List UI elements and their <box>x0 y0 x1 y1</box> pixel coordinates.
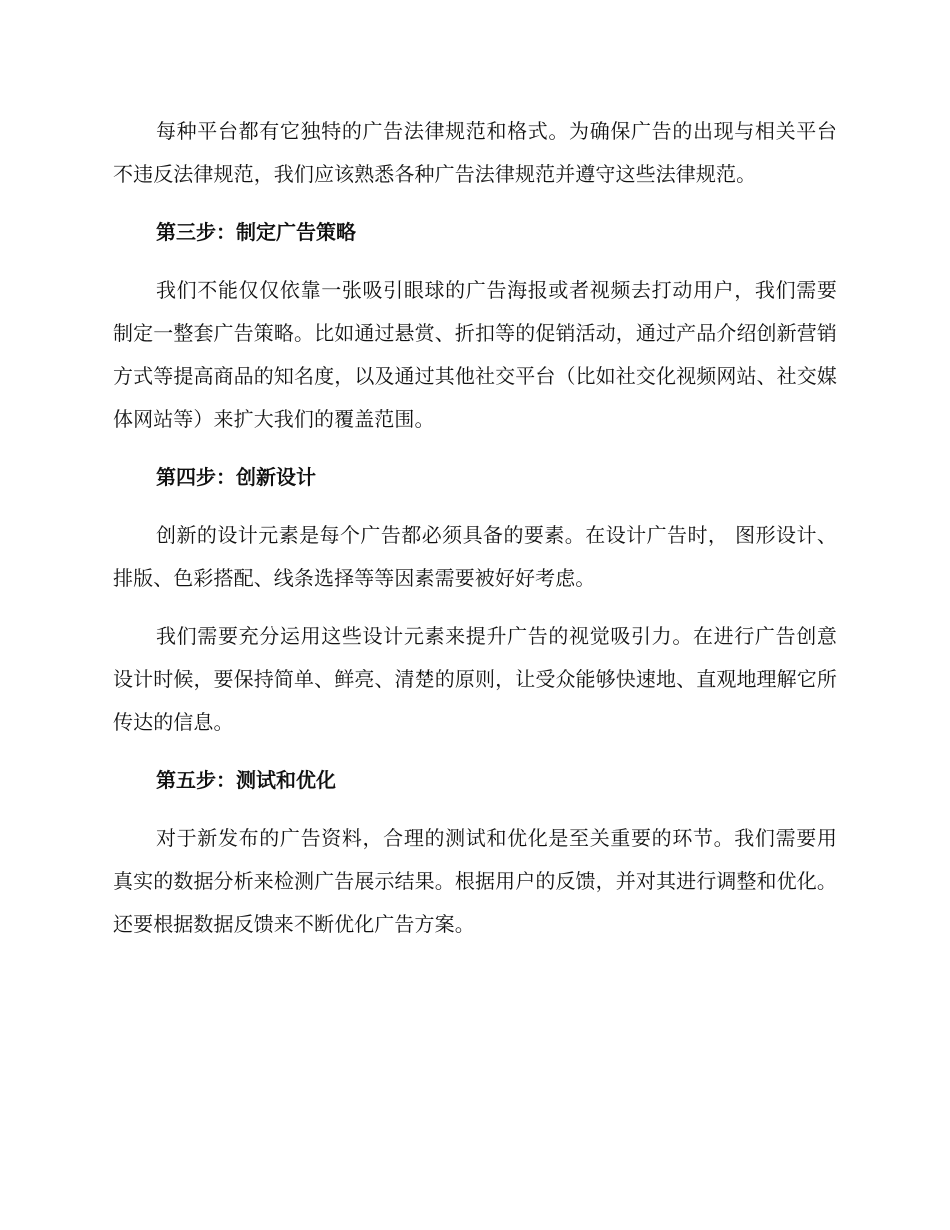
paragraph-testing-optimization: 对于新发布的广告资料，合理的测试和优化是至关重要的环节。我们需要用真实的数据分析来检测广告展示结果。根据用户的反馈，并对其进行调整和优化。还要根据数据反馈来不断优化广告方案。 <box>113 826 837 936</box>
paragraph-visual-appeal: 我们需要充分运用这些设计元素来提升广告的视觉吸引力。在进行广告创意设计时候，要保持简单、鲜亮、清楚的原则，让受众能够快速地、直观地理解它所传达的信息。 <box>113 624 837 734</box>
document-page <box>113 110 837 961</box>
heading-step-five: 第五步：测试和优化 <box>156 768 336 792</box>
paragraph-platform-rules: 每种平台都有它独特的广告法律规范和格式。为确保广告的出现与相关平台不违反法律规范，我们应该熟悉各种广告法律规范并遵守这些法律规范。 <box>113 119 837 186</box>
heading-step-four: 第四步：创新设计 <box>156 465 316 489</box>
heading-step-three: 第三步：制定广告策略 <box>156 220 356 244</box>
paragraph-ad-strategy: 我们不能仅仅依靠一张吸引眼球的广告海报或者视频去打动用户，我们需要制定一整套广告策略。比如通过悬赏、折扣等的促销活动，通过产品介绍创新营销方式等提高商品的知名度，以及通过其他社交平台（比如社交化视频网站、社交媒体网站等）来扩大我们的覆盖范围。 <box>113 278 837 431</box>
paragraph-design-elements: 创新的设计元素是每个广告都必须具备的要素。在设计广告时， 图形设计、排版、色彩搭配、线条选择等等因素需要被好好考虑。 <box>113 523 837 590</box>
